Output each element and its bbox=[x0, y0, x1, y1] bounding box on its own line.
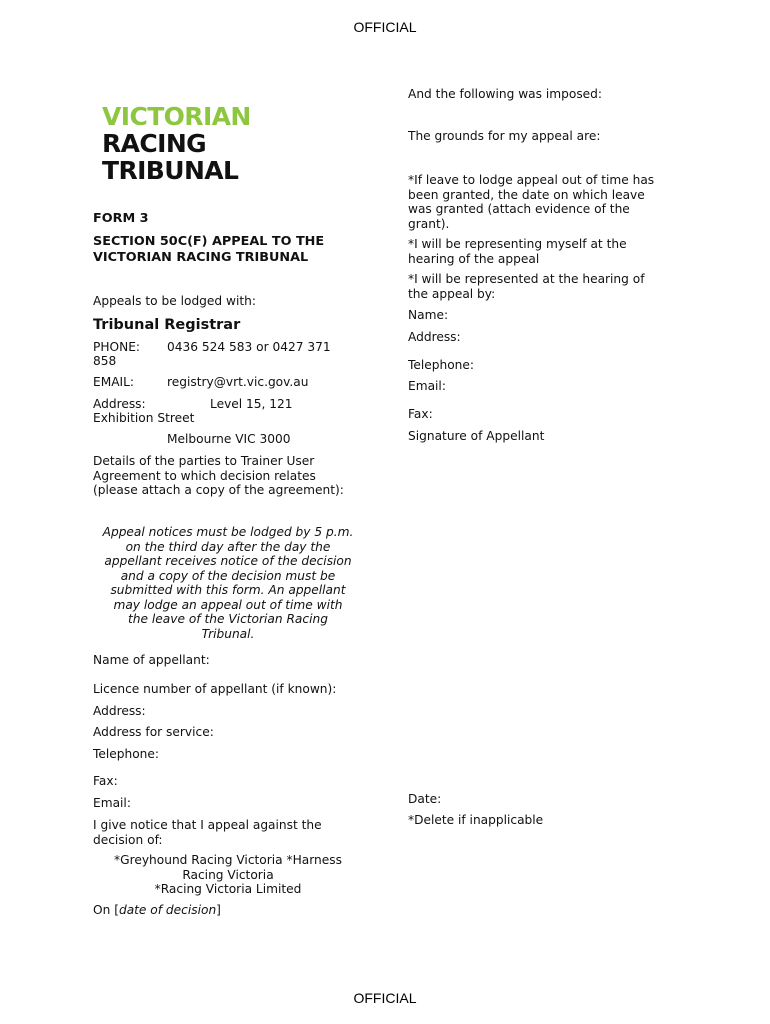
appellant-licence-field: Licence number of appellant (if known): bbox=[93, 682, 337, 696]
logo-line-racing: RACING bbox=[102, 129, 207, 158]
leave-line: *If leave to lodge appeal out of time has bbox=[408, 173, 655, 187]
delete-note: *Delete if inapplicable bbox=[408, 813, 544, 827]
phone-value: 0436 524 583 or 0427 371 bbox=[167, 340, 331, 354]
date-field: Date: bbox=[408, 792, 442, 806]
details-line: Agreement to which decision relates bbox=[93, 468, 316, 483]
decision-bodies-line: *Racing Victoria Limited bbox=[154, 882, 302, 896]
appellant-address-field: Address: bbox=[93, 704, 146, 718]
notice-line: the leave of the Victorian Racing bbox=[128, 612, 328, 626]
decision-date-placeholder: date of decision bbox=[118, 903, 217, 917]
grounds-field: The grounds for my appeal are: bbox=[408, 129, 601, 143]
notice-line: appellant receives notice of the decision bbox=[104, 554, 352, 568]
form-title-line: SECTION 50C(F) APPEAL TO THE bbox=[93, 234, 325, 249]
email-value: registry@vrt.vic.gov.au bbox=[167, 375, 309, 389]
details-text bbox=[93, 454, 383, 498]
rep-telephone-field: Telephone: bbox=[408, 358, 474, 372]
address-value: Level 15, 121 bbox=[210, 397, 293, 411]
address-value-cont: Exhibition Street bbox=[93, 411, 195, 425]
represented-by-text bbox=[408, 272, 683, 301]
header-classification: OFFICIAL bbox=[353, 19, 417, 35]
rep-line: the appeal by: bbox=[408, 286, 496, 301]
rep-address-field: Address: bbox=[408, 330, 461, 344]
notice-line: Appeal notices must be lodged by 5 p.m. bbox=[102, 525, 354, 539]
rep-fax-field: Fax: bbox=[408, 407, 433, 421]
decision-date-field bbox=[93, 903, 373, 918]
leave-line: was granted (attach evidence of the bbox=[408, 202, 630, 216]
appellant-service-field: Address for service: bbox=[93, 725, 214, 739]
self-line: hearing of the appeal bbox=[408, 251, 540, 266]
signature-field: Signature of Appellant bbox=[408, 429, 545, 443]
decision-bodies-line: Racing Victoria bbox=[182, 867, 274, 882]
give-notice-line: decision of: bbox=[93, 832, 163, 847]
phone-label: PHONE: bbox=[93, 340, 141, 354]
rep-email-field: Email: bbox=[408, 379, 446, 393]
self-representation-text bbox=[408, 237, 683, 266]
form-title bbox=[93, 234, 393, 266]
vrt-logo bbox=[102, 103, 302, 184]
details-line: Details of the parties to Trainer User bbox=[93, 454, 315, 468]
rep-line: *I will be represented at the hearing of bbox=[408, 272, 645, 286]
decision-bodies-line: *Greyhound Racing Victoria *Harness bbox=[114, 853, 342, 867]
form-title-line: VICTORIAN RACING TRIBUNAL bbox=[93, 250, 309, 265]
decision-date-suffix: ] bbox=[216, 903, 221, 917]
address-label: Address: bbox=[93, 397, 146, 411]
give-notice-line: I give notice that I appeal against the bbox=[93, 818, 322, 832]
registrar-heading: Tribunal Registrar bbox=[93, 317, 241, 333]
appellant-email-field: Email: bbox=[93, 796, 131, 810]
notice-line: submitted with this form. An appellant bbox=[110, 583, 346, 597]
imposed-field: And the following was imposed: bbox=[408, 87, 603, 101]
notice-line: Tribunal. bbox=[201, 626, 255, 641]
notice-line: on the third day after the day the bbox=[125, 539, 331, 554]
footer-classification: OFFICIAL bbox=[353, 990, 417, 1006]
notice-line: and a copy of the decision must be bbox=[120, 568, 336, 583]
decision-bodies bbox=[93, 853, 363, 897]
address-city: Melbourne VIC 3000 bbox=[167, 432, 291, 446]
lodge-intro: Appeals to be lodged with: bbox=[93, 294, 256, 308]
leave-line: been granted, the date on which leave bbox=[408, 187, 645, 202]
leave-line: grant). bbox=[408, 216, 450, 231]
give-notice-text bbox=[93, 818, 383, 847]
decision-date-prefix: On [ bbox=[93, 903, 119, 917]
phone-value-cont: 858 bbox=[93, 354, 117, 368]
email-label: EMAIL: bbox=[93, 375, 135, 389]
self-line: *I will be representing myself at the bbox=[408, 237, 627, 251]
rep-name-field: Name: bbox=[408, 308, 449, 322]
details-line: (please attach a copy of the agreement): bbox=[93, 483, 344, 497]
lodgement-notice bbox=[88, 525, 368, 641]
appellant-fax-field: Fax: bbox=[93, 774, 118, 788]
form-number: FORM 3 bbox=[93, 211, 149, 226]
appellant-name-field: Name of appellant: bbox=[93, 653, 210, 667]
logo-line-tribunal: TRIBUNAL bbox=[102, 156, 239, 185]
notice-line: may lodge an appeal out of time with bbox=[113, 597, 343, 612]
appellant-telephone-field: Telephone: bbox=[93, 747, 159, 761]
logo-line-victorian: VICTORIAN bbox=[102, 102, 251, 131]
leave-granted-text bbox=[408, 173, 688, 231]
